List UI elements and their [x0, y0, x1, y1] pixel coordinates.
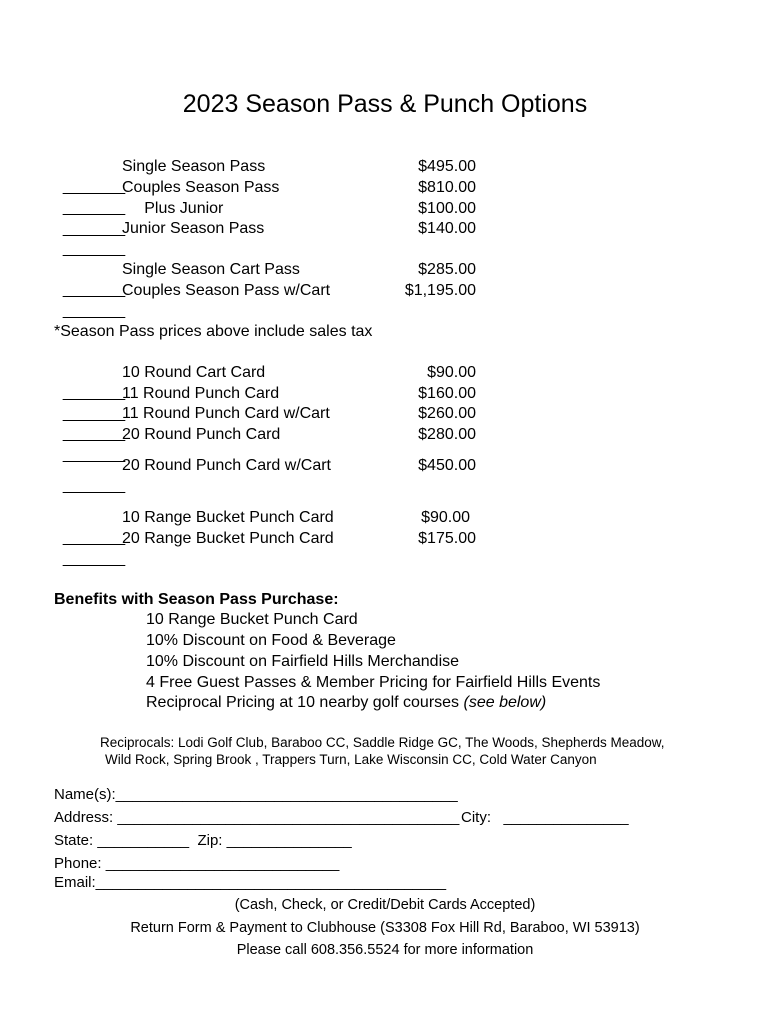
item-label: 10 Range Bucket Punch Card [122, 509, 334, 526]
item-price: $90.00 [421, 509, 470, 526]
benefit-item: 10 Range Bucket Punch Card [146, 611, 358, 628]
return-note: Return Form & Payment to Clubhouse (S3308 Fox Hill Rd, Baraboo, WI 53913) [130, 920, 640, 936]
list-item [54, 281, 331, 319]
state-zip-field[interactable]: State: ___________ Zip: _______________ [54, 832, 352, 849]
list-item [54, 529, 334, 567]
item-label: Couples Season Pass w/Cart [122, 282, 331, 299]
benefit-text: Reciprocal Pricing at 10 nearby golf courses [146, 694, 464, 711]
item-label: Plus Junior [122, 200, 224, 217]
fill-in-blank[interactable]: _______ [62, 405, 126, 422]
fill-in-blank[interactable]: _______ [62, 529, 126, 546]
item-label: 10 Round Cart Card [122, 364, 266, 381]
item-label: Single Season Cart Pass [122, 261, 300, 278]
page-title: 2023 Season Pass & Punch Options [182, 90, 588, 118]
benefit-item: 4 Free Guest Passes & Member Pricing for Fairfield Hills Events [146, 674, 601, 691]
item-price: $100.00 [418, 200, 476, 217]
item-price: $260.00 [418, 405, 476, 422]
fill-in-blank[interactable]: _______ [62, 425, 126, 442]
fill-in-blank[interactable]: _______ [62, 384, 126, 401]
benefit-item: 10% Discount on Food & Beverage [146, 632, 396, 649]
names-field[interactable]: Name(s):_________________________________________ [54, 786, 458, 803]
item-label: 20 Round Punch Card [122, 426, 281, 443]
reciprocals-line-2: Wild Rock, Spring Brook , Trappers Turn, Lake Wisconsin CC, Cold Water Canyon [105, 752, 597, 767]
benefits-heading: Benefits with Season Pass Purchase: [54, 591, 339, 608]
fill-in-blank[interactable]: _______ [62, 220, 126, 237]
fill-in-blank[interactable]: _______ [62, 477, 126, 494]
item-price: $450.00 [418, 457, 476, 474]
item-price: $175.00 [418, 530, 476, 547]
list-item [54, 456, 331, 494]
item-label: Single Season Pass [122, 158, 266, 175]
city-field[interactable]: City: _______________ [461, 809, 629, 826]
fill-in-blank[interactable]: _______ [62, 199, 126, 216]
item-price: $285.00 [418, 261, 476, 278]
item-label: 11 Round Punch Card [122, 385, 280, 402]
item-price: $140.00 [418, 220, 476, 237]
item-label: 11 Round Punch Card w/Cart [122, 405, 330, 422]
fill-in-blank[interactable]: _______ [62, 446, 126, 463]
phone-field[interactable]: Phone: ____________________________ [54, 855, 340, 872]
item-label: Junior Season Pass [122, 220, 265, 237]
item-price: $1,195.00 [404, 282, 476, 299]
item-label: 20 Range Bucket Punch Card [122, 530, 334, 547]
tax-note: *Season Pass prices above include sales tax [54, 323, 373, 340]
item-label: 20 Round Punch Card w/Cart [122, 457, 331, 474]
list-item [54, 219, 265, 257]
see-below-note: (see below) [463, 694, 547, 711]
item-price: $280.00 [418, 426, 476, 443]
item-price: $90.00 [427, 364, 476, 381]
fill-in-blank[interactable]: _______ [62, 302, 126, 319]
address-field[interactable]: Address: _________________________________________ [54, 809, 460, 826]
fill-in-blank[interactable]: _______ [62, 281, 126, 298]
contact-note: Please call 608.356.5524 for more information [236, 942, 534, 958]
payment-note: (Cash, Check, or Credit/Debit Cards Accepted) [234, 897, 536, 913]
reciprocals-line-1: Reciprocals: Lodi Golf Club, Baraboo CC, Saddle Ridge GC, The Woods, Shepherds Meadow, [100, 735, 665, 750]
benefit-item: 10% Discount on Fairfield Hills Merchandise [146, 653, 460, 670]
fill-in-blank[interactable]: _______ [62, 550, 126, 567]
benefit-item [146, 694, 546, 712]
fill-in-blank[interactable]: _______ [62, 240, 126, 257]
list-item [54, 425, 281, 463]
email-field[interactable]: Email:__________________________________________ [54, 874, 447, 891]
item-price: $160.00 [418, 385, 476, 402]
item-label: Couples Season Pass [122, 179, 280, 196]
item-price: $810.00 [418, 179, 476, 196]
item-price: $495.00 [418, 158, 476, 175]
fill-in-blank[interactable]: _______ [62, 178, 126, 195]
